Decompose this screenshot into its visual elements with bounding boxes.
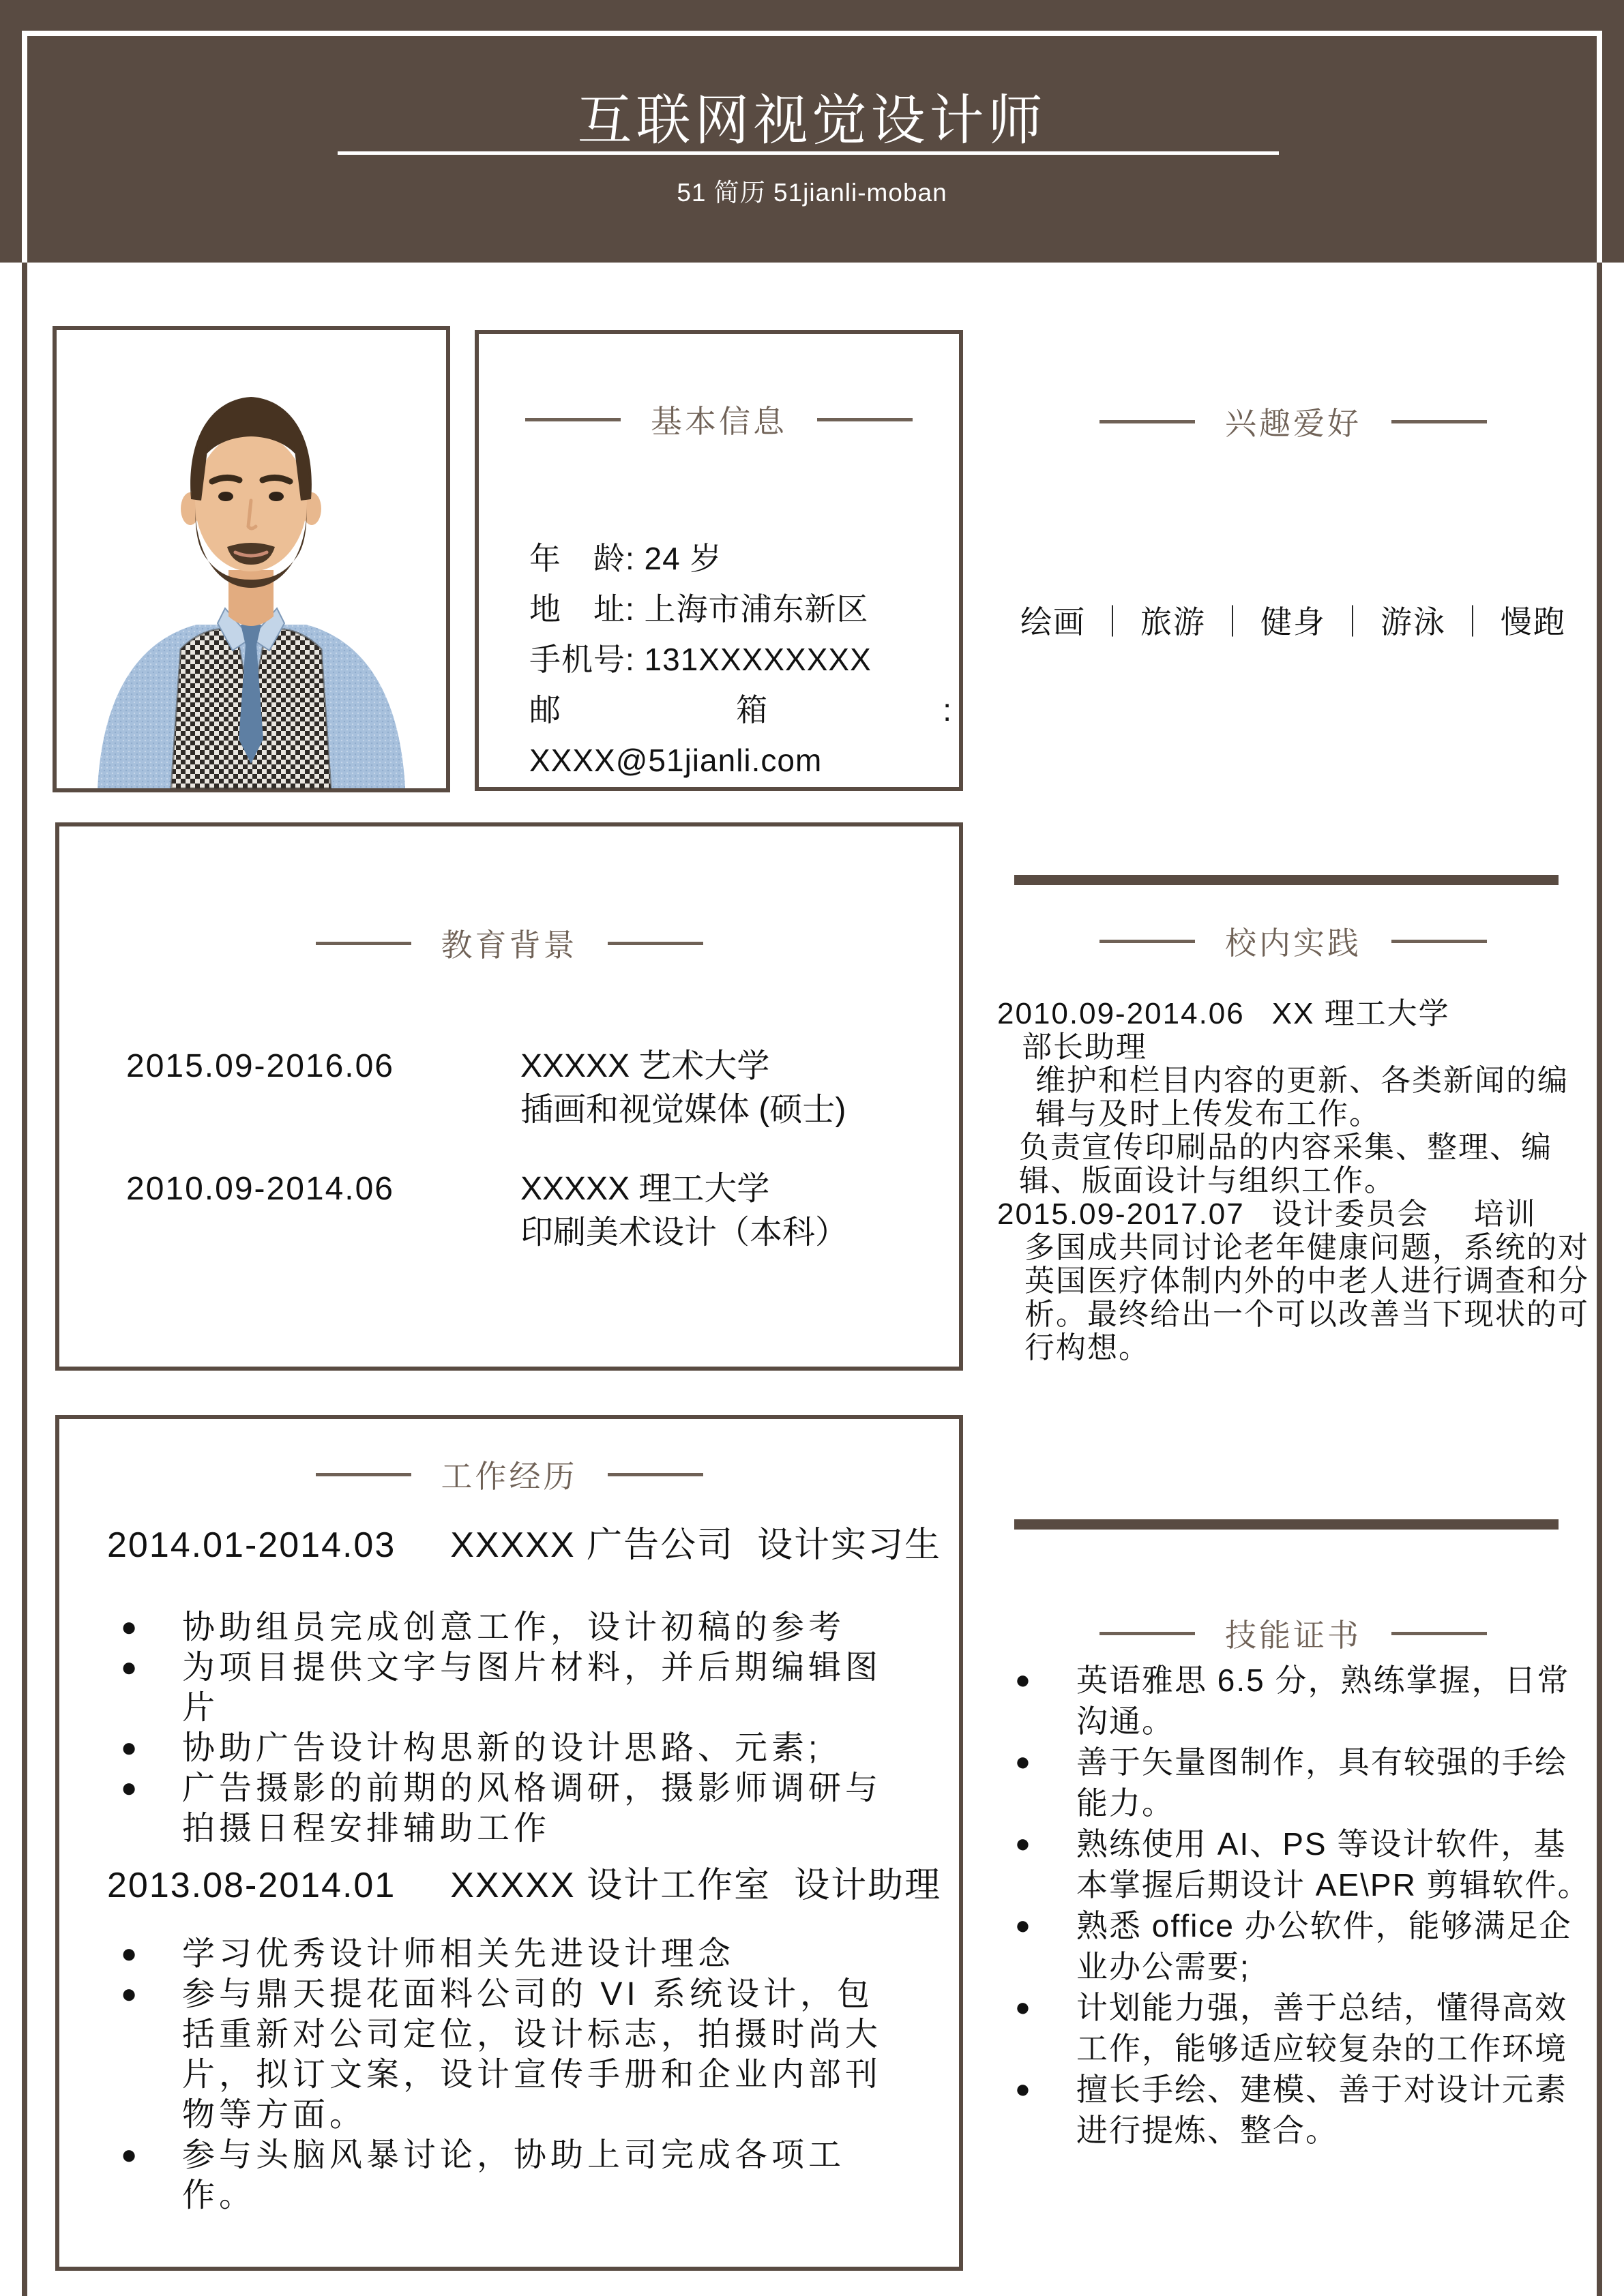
- interest-item: 绘画: [1020, 604, 1086, 640]
- work-bullet-text: 为项目提供文字与图片材料，并后期编辑图片: [182, 1650, 883, 1726]
- interest-item: 慢跑: [1501, 604, 1566, 640]
- bullet-icon: ●: [1015, 1911, 1032, 1940]
- edu-major: 印刷美术设计（本科）: [520, 1214, 848, 1251]
- skill-item: [1000, 1660, 1597, 1742]
- work-bullet-list: [114, 1607, 953, 1849]
- section-title: 校内实践: [1225, 925, 1361, 961]
- interest-separator: ｜: [1337, 604, 1370, 640]
- bullet-icon: ●: [1015, 1666, 1032, 1695]
- interest-item: 健身: [1260, 604, 1326, 640]
- header-frame-top: [22, 31, 1602, 36]
- job-role: 设计助理: [794, 1866, 942, 1905]
- job-company: XXXXX 设计工作室: [450, 1866, 771, 1905]
- bullet-icon: ●: [121, 1612, 142, 1642]
- divider-bar: [1014, 1519, 1559, 1530]
- work-bullet-text: 协助组员完成创意工作，设计初稿的参考: [182, 1609, 846, 1645]
- interests-section-heading: [1000, 399, 1586, 444]
- campus-entry-title: [997, 997, 1596, 1030]
- heading-dash-left: [525, 418, 621, 421]
- work-bullet-item: [114, 2135, 953, 2216]
- work-bullet-item: [114, 1648, 953, 1728]
- heading-dash-left: [1099, 1632, 1195, 1635]
- section-title: 基本信息: [651, 404, 787, 439]
- age-line: 年 龄: 24 岁: [529, 541, 722, 576]
- campus-org: XX 理工大学: [1271, 997, 1450, 1030]
- job-period: 2014.01-2014.03: [107, 1525, 396, 1565]
- page-subtitle: 51 简历 51jianli-moban: [677, 179, 947, 207]
- page-border-left: [22, 263, 27, 2296]
- bullet-icon: ●: [1015, 1830, 1032, 1858]
- education-section: [55, 822, 963, 1371]
- skills-section-heading: [1000, 1611, 1586, 1656]
- skill-text: 计划能力强，善于总结，懂得高效工作，能够适应较复杂的工作环境: [1076, 1990, 1567, 2066]
- bullet-icon: ●: [1015, 1993, 1032, 2022]
- work-bullet-text: 参与头脑风暴讨论，协助上司完成各项工作。: [182, 2137, 846, 2213]
- campus-period: 2010.09-2014.06: [997, 997, 1245, 1030]
- page-border-right: [1597, 263, 1602, 2296]
- campus-detail: 维护和栏目内容的更新、各类新闻的编辑与及时上传发布工作。: [1035, 1064, 1569, 1131]
- section-heading-basic-info: [479, 397, 959, 442]
- heading-dash-right: [1391, 420, 1487, 423]
- bullet-icon: ●: [121, 1979, 142, 2009]
- interest-item: 游泳: [1381, 604, 1446, 640]
- edu-school: XXXXX 理工大学: [520, 1171, 770, 1207]
- title-underline: [338, 151, 1279, 155]
- skill-text: 熟悉 office 办公软件，能够满足企业办公需要;: [1076, 1908, 1572, 1984]
- bullet-icon: ●: [1015, 1748, 1032, 1776]
- campus-entry-title: [997, 1197, 1596, 1231]
- skill-text: 英语雅思 6.5 分，熟练掌握，日常沟通。: [1076, 1663, 1570, 1739]
- work-bullet-text: 协助广告设计构思新的设计思路、元素;: [182, 1730, 822, 1766]
- bullet-icon: ●: [1015, 2075, 1032, 2104]
- heading-dash-left: [316, 1473, 411, 1476]
- basic-info-section: [475, 330, 963, 791]
- campus-org: 设计委员会: [1271, 1197, 1429, 1231]
- email-label-right: :: [943, 692, 952, 728]
- interest-item: 旅游: [1140, 604, 1206, 640]
- divider-bar: [1014, 875, 1559, 885]
- campus-section-body: [997, 997, 1596, 1365]
- job-company: XXXXX 广告公司: [450, 1525, 735, 1565]
- job-role: 设计实习生: [757, 1525, 942, 1565]
- section-title: 技能证书: [1225, 1617, 1361, 1653]
- edu-info: [520, 1045, 846, 1132]
- interests-row: [975, 597, 1611, 642]
- heading-dash-right: [817, 418, 913, 421]
- heading-dash-right: [608, 942, 703, 945]
- edu-entry: [126, 1045, 846, 1132]
- job-title-line: [107, 1516, 953, 1567]
- section-title: 兴趣爱好: [1225, 406, 1361, 441]
- page-title: 互联网视觉设计师: [577, 90, 1047, 151]
- campus-section-heading: [1000, 919, 1586, 964]
- campus-role: 部长助理: [1022, 1030, 1147, 1064]
- work-bullet-item: [114, 1728, 953, 1768]
- bullet-icon: ●: [121, 1939, 142, 1969]
- work-bullet-item: [114, 1934, 953, 1974]
- interest-separator: ｜: [1457, 604, 1490, 640]
- section-title: 工作经历: [441, 1459, 578, 1494]
- interest-separator: ｜: [1097, 604, 1130, 640]
- skill-item: [1000, 1742, 1597, 1823]
- heading-dash-left: [316, 942, 411, 945]
- heading-dash-left: [1099, 940, 1195, 943]
- campus-detail: 多国成共同讨论老年健康问题，系统的对英国医疗体制内外的中老人进行调查和分析。最终给出一个可以改善当下现状的可行构想。: [1024, 1231, 1589, 1365]
- portrait-photo: [57, 330, 446, 788]
- edu-period: 2015.09-2016.06: [126, 1048, 394, 1084]
- bullet-icon: ●: [121, 1733, 142, 1763]
- email-label-row: [529, 685, 952, 735]
- work-section: [55, 1415, 963, 2271]
- job-period: 2013.08-2014.01: [107, 1866, 396, 1905]
- skill-item: [1000, 1987, 1597, 2069]
- skill-text: 善于矢量图制作，具有较强的手绘能力。: [1076, 1744, 1567, 1821]
- campus-period: 2015.09-2017.07: [997, 1197, 1245, 1231]
- work-bullet-item: [114, 1607, 953, 1648]
- edu-major: 插画和视觉媒体 (硕士): [520, 1092, 846, 1128]
- campus-detail: 负责宣传印刷品的内容采集、整理、编辑、版面设计与组织工作。: [1019, 1131, 1552, 1197]
- heading-dash-left: [1099, 420, 1195, 423]
- work-bullet-list: [114, 1934, 953, 2216]
- edu-period: 2010.09-2014.06: [126, 1171, 394, 1207]
- email-label-left: 邮: [529, 692, 561, 728]
- bullet-icon: ●: [121, 2140, 142, 2170]
- work-section-heading: [59, 1452, 959, 1497]
- email-clipped-line: XXXX@51jianli.com: [529, 743, 823, 778]
- job-title-line: [107, 1856, 953, 1907]
- work-bullet-text: 广告摄影的前期的风格调研，摄影师调研与拍摄日程安排辅助工作: [182, 1770, 883, 1847]
- campus-role: 培训: [1473, 1197, 1537, 1231]
- work-bullet-text: 参与鼎天提花面料公司的 VI 系统设计，包括重新对公司定位，设计标志，拍摄时尚大片，拟订文案，设计宣传手册和企业内部刊物等方面。: [182, 1976, 883, 2133]
- work-bullet-item: [114, 1974, 953, 2135]
- interest-separator: ｜: [1217, 604, 1250, 640]
- edu-school: XXXXX 艺术大学: [520, 1048, 770, 1084]
- education-section-heading: [59, 921, 959, 966]
- skill-item: [1000, 2069, 1597, 2151]
- address-line: 地 址: 上海市浦东新区: [529, 591, 869, 627]
- heading-dash-right: [1391, 940, 1487, 943]
- skills-list: [1000, 1660, 1597, 2151]
- skill-text: 熟练使用 AI、PS 等设计软件，基本掌握后期设计 AE\PR 剪辑软件。: [1076, 1826, 1591, 1903]
- heading-dash-right: [1391, 1632, 1487, 1635]
- skill-text: 擅长手绘、建模、善于对设计元素进行提炼、整合。: [1076, 2072, 1567, 2148]
- basic-info-lines: [529, 533, 952, 778]
- heading-dash-right: [608, 1473, 703, 1476]
- photo-box: [53, 326, 450, 792]
- skill-item: [1000, 1905, 1597, 1987]
- work-bullet-item: [114, 1768, 953, 1849]
- skill-item: [1000, 1823, 1597, 1905]
- email-label-mid: 箱: [736, 692, 769, 728]
- edu-info: [520, 1167, 848, 1255]
- section-title: 教育背景: [441, 927, 578, 963]
- work-bullet-text: 学习优秀设计师相关先进设计理念: [182, 1936, 735, 1972]
- phone-line: 手机号: 131XXXXXXXX: [529, 642, 872, 677]
- bullet-icon: ●: [121, 1652, 142, 1682]
- bullet-icon: ●: [121, 1773, 142, 1803]
- edu-entry: [126, 1167, 848, 1255]
